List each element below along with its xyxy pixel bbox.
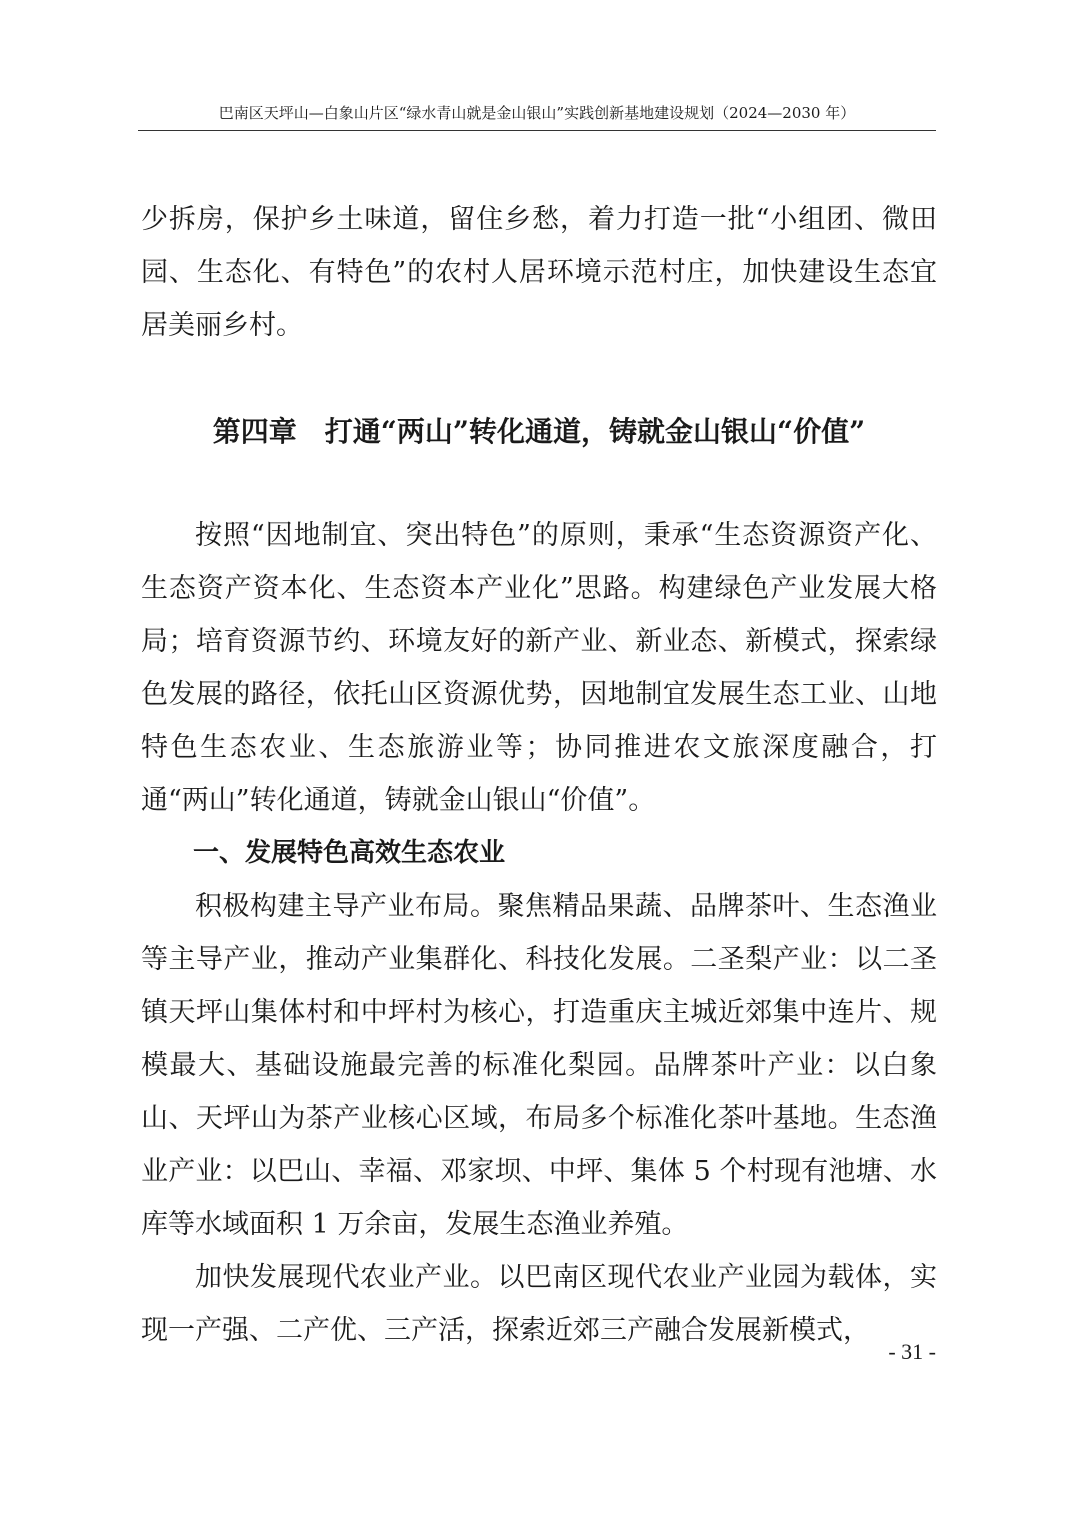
page-body [141,193,937,1357]
header-divider [138,130,936,131]
paragraph-chapter-intro: 按照“因地制宜、突出特色”的原则，秉承“生态资源资产化、生态资产资本化、生态资本产业化”思路。构建绿色产业发展大格局；培育资源节约、环境友好的新产业、新业态、新模式，探索绿色发展的路径，依托山区资源优势，因地制宜发展生态工业、山地特色生态农业、生态旅游业等；协同推进农文旅深度融合，打通“两山”转化通道，铸就金山银山“价值”。 [141,520,937,816]
paragraph-continuation: 少拆房，保护乡土味道，留住乡愁，着力打造一批“小组团、微田园、生态化、有特色”的农村人居环境示范村庄，加快建设生态宜居美丽乡村。 [141,204,937,341]
paragraph-industry-layout: 积极构建主导产业布局。聚焦精品果蔬、品牌茶叶、生态渔业等主导产业，推动产业集群化、科技化发展。二圣梨产业：以二圣镇天坪山集体村和中坪村为核心，打造重庆主城近郊集中连片、规模最大、基础设施最完善的标准化梨园。品牌茶叶产业：以白象山、天坪山为茶产业核心区域，布局多个标准化茶叶基地。生态渔业产业：以巴山、幸福、邓家坝、中坪、集体 5 个村现有池塘、水库等水域面积 1 万余亩，发展生态渔业养殖。 [141,891,937,1240]
running-header: 巴南区天坪山—白象山片区“绿水青山就是金山银山”实践创新基地建设规划（2024—2030 年） [218,104,856,122]
paragraph-modern-agriculture: 加快发展现代农业产业。以巴南区现代农业产业园为载体，实现一产强、二产优、三产活，探索近郊三产融合发展新模式， [141,1262,937,1346]
page-number: - 31 - [888,1339,936,1364]
chapter-title: 第四章 打通“两山”转化通道，铸就金山银山“价值” [212,415,866,448]
section-title: 一、发展特色高效生态农业 [193,838,506,868]
